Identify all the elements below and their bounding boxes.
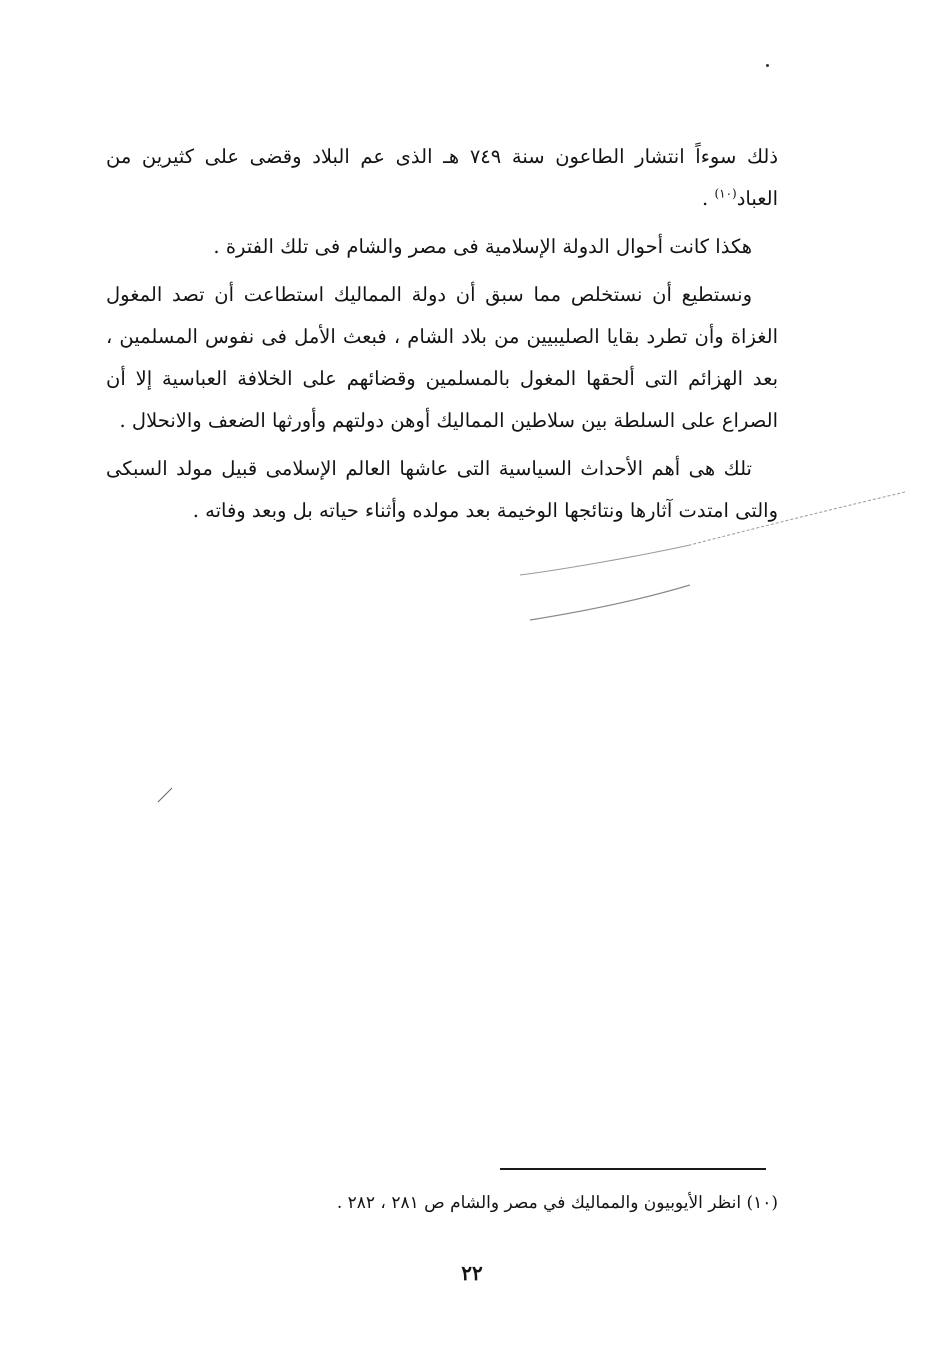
stray-dot-mark	[766, 64, 769, 67]
footnote-separator	[500, 1168, 766, 1170]
paragraph-plague	[106, 136, 778, 220]
paragraph-state-summary: هكذا كانت أحوال الدولة الإسلامية فى مصر والشام فى تلك الفترة .	[213, 235, 752, 258]
footnote-10: (١٠) انظر الأيوبيون والمماليك في مصر والشام ص ٢٨١ ، ٢٨٢ .	[336, 1193, 778, 1213]
paragraph-plague-tail: .	[702, 187, 715, 210]
paragraph-plague-text: ذلك سوءاً انتشار الطاعون سنة ٧٤٩ هـ الذى عم البلاد وقضى على كثيرين من العباد	[106, 145, 779, 210]
paragraph-subki-context: تلك هى أهم الأحداث السياسية التى عاشها العالم الإسلامى قبيل مولد السبكى والتى امتدت آثارها ونتائجها الوخيمة بعد مولده وأثناء حياته بل وبعد وفاته .	[106, 457, 778, 522]
paragraph-conclusion: ونستطيع أن نستخلص مما سبق أن دولة المماليك استطاعت أن تصد المغول الغزاة وأن تطرد بقايا الصليبيين من بلاد الشام ، فبعث الأمل فى نفوس المسلمين ، بعد الهزائم التى ألحقها المغول بالمسلمين وقضائهم على الخلافة العباسية إلا أن الصراع على السلطة بين سلاطين المماليك أوهن دولتهم وأورثها الضعف والانحلال .	[106, 283, 778, 432]
footnote-reference-10[interactable]: (١٠)	[714, 186, 737, 201]
main-text-body	[106, 136, 778, 538]
page-number: ٢٢	[461, 1261, 483, 1285]
